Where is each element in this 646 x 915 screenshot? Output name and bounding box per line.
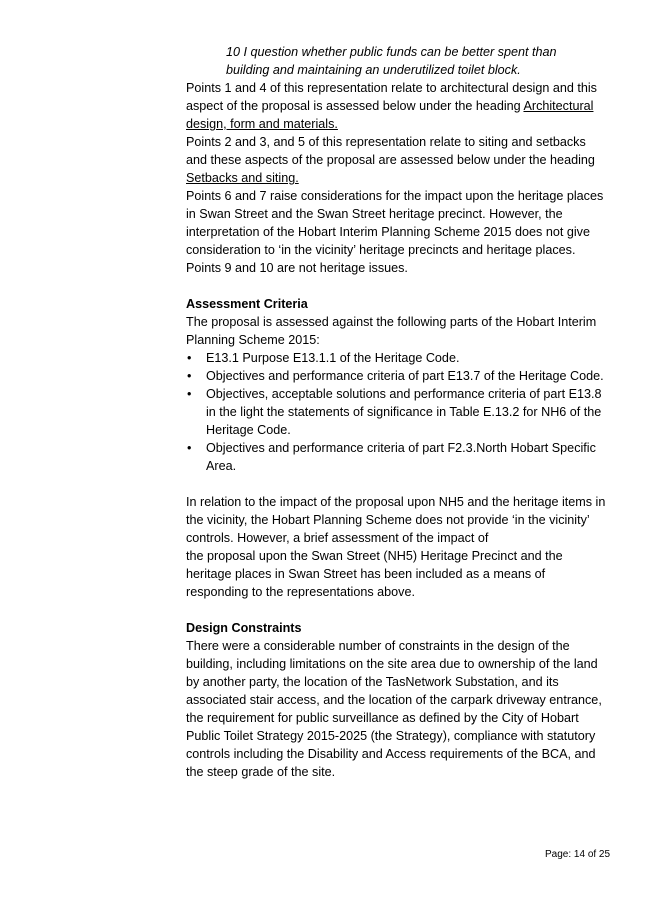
list-item [186,349,606,367]
list-item [186,367,606,385]
paragraph-points-2-3-5 [186,133,606,187]
bullet-icon: • [187,387,192,401]
vicinity-paragraph [186,493,606,601]
assessment-intro: The proposal is assessed against the following parts of the Hobart Interim Planning Scheme 2015: [186,315,597,347]
page-number-footer: Page: 14 of 25 [545,849,611,860]
list-item [186,439,606,475]
design-constraints-paragraph: There were a considerable number of constraints in the design of the building, including limitations on the site area due to ownership of the land by another party, the location of the TasNetwork Substation, and its associated stair access, and the location of the carpark driveway entrance, the requirement for public surveillance as defined by the City of Hobart Public Toilet Strategy 2015-2025 (the Strategy), compliance with statutory controls including the Disability and Access requirements of the BCA, and the steep grade of the site. [186,639,602,779]
representation-quote [226,43,566,79]
paragraph-text: Points 2 and 3, and 5 of this representation relate to siting and setbacks and these aspects of the proposal are assessed below under the heading [186,135,595,167]
design-constraints-heading: Design Constraints [186,621,302,635]
list-item-text: Objectives and performance criteria of part F2.3.North Hobart Specific Area. [206,441,596,473]
vicinity-text-part-1: In relation to the impact of the proposal upon NH5 and the heritage items in the vicinity, the Hobart Planning Scheme does not provide ‘in the vicinity’ controls. However, a brief assessment of the impact of [186,495,606,545]
paragraph-text: Points 1 and 4 of this representation relate to architectural design and this aspect of the proposal is assessed below under the heading [186,81,597,113]
paragraph-points-6-7: Points 6 and 7 raise considerations for the impact upon the heritage places in Swan Street and the Swan Street heritage precinct. However, the interpretation of the Hobart Interim Planning Scheme 2015 does not give consideration to ‘in the vicinity’ heritage precincts and heritage places. [186,189,604,257]
list-item-text: Objectives, acceptable solutions and performance criteria of part E13.8 in the light the statements of significance in Table E.13.2 for NH6 of the Heritage Code. [206,387,602,437]
list-item [186,385,606,439]
list-item-text: Objectives and performance criteria of part E13.7 of the Heritage Code. [206,369,604,383]
vicinity-text-part-2: the proposal upon the Swan Street (NH5) Heritage Precinct and the heritage places in Swan Street has been included as a means of responding to the representations above. [186,549,563,599]
bullet-icon: • [187,351,192,365]
assessment-criteria-list [186,349,606,475]
assessment-criteria-heading: Assessment Criteria [186,297,308,311]
quote-line-1: 10 I question whether public funds can be better spent than [226,45,557,59]
bullet-icon: • [187,369,192,383]
setbacks-siting-heading-reference: Setbacks and siting. [186,171,299,185]
page-content [186,43,606,781]
architectural-design-heading-reference: Architectural design, form and materials. [186,99,594,131]
list-item-text: E13.1 Purpose E13.1.1 of the Heritage Code. [206,351,460,365]
quote-line-2: building and maintaining an underutilized toilet block. [226,63,521,77]
paragraph-points-9-10: Points 9 and 10 are not heritage issues. [186,261,408,275]
bullet-icon: • [187,441,192,455]
paragraph-points-1-4 [186,79,606,133]
